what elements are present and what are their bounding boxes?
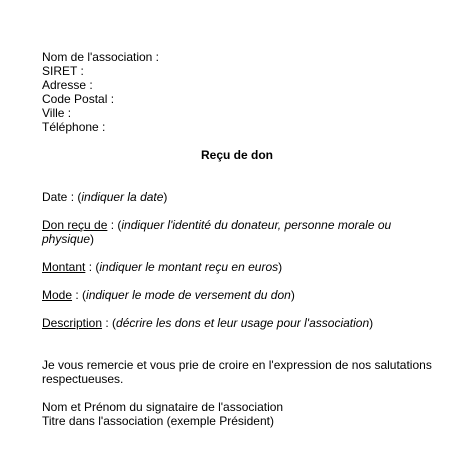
payment-mode-field (42, 288, 437, 302)
closing-paragraph: Je vous remercie et vous prie de croire en l'expression de nos salutations respectueuses. (42, 358, 432, 386)
description-separator: : ( (102, 316, 117, 330)
postal-code-label: Code Postal : (42, 92, 115, 106)
signatory-title-line: Titre dans l'association (exemple Président) (42, 414, 274, 428)
signatory-name-line: Nom et Prénom du signataire de l'association (42, 400, 284, 414)
phone-label: Téléphone : (42, 120, 106, 134)
amount-field (42, 260, 437, 274)
address-label: Adresse : (42, 78, 93, 92)
date-hint: indiquer la date (81, 190, 164, 204)
description-hint: décrire les dons et leur usage pour l'association (116, 316, 370, 330)
date-separator: : ( (67, 190, 82, 204)
amount-separator: : ( (85, 260, 100, 274)
donor-separator: : ( (107, 218, 122, 232)
payment-mode-label: Mode (42, 288, 73, 302)
payment-mode-separator: : ( (72, 288, 87, 302)
date-label: Date (42, 190, 68, 204)
date-field (42, 190, 437, 204)
city-label: Ville : (42, 106, 72, 120)
association-header (42, 50, 159, 134)
signature-block (42, 400, 283, 428)
payment-mode-close: ) (290, 288, 295, 302)
payment-mode-hint: indiquer le mode de versement du don (86, 288, 291, 302)
donor-label: Don reçu de (42, 218, 108, 232)
description-close: ) (369, 316, 374, 330)
amount-label: Montant (42, 260, 86, 274)
siret-label: SIRET : (42, 64, 84, 78)
date-close: ) (163, 190, 168, 204)
description-label: Description (42, 316, 103, 330)
amount-close: ) (278, 260, 283, 274)
description-field (42, 316, 437, 330)
document-title: Reçu de don (200, 148, 273, 162)
donor-close: ) (90, 232, 95, 246)
donor-hint: indiquer l'identité du donateur, personne morale ou physique (42, 218, 392, 246)
amount-hint: indiquer le montant reçu en euros (99, 260, 279, 274)
association-name-label: Nom de l'association : (42, 50, 160, 64)
donor-field (42, 218, 437, 246)
